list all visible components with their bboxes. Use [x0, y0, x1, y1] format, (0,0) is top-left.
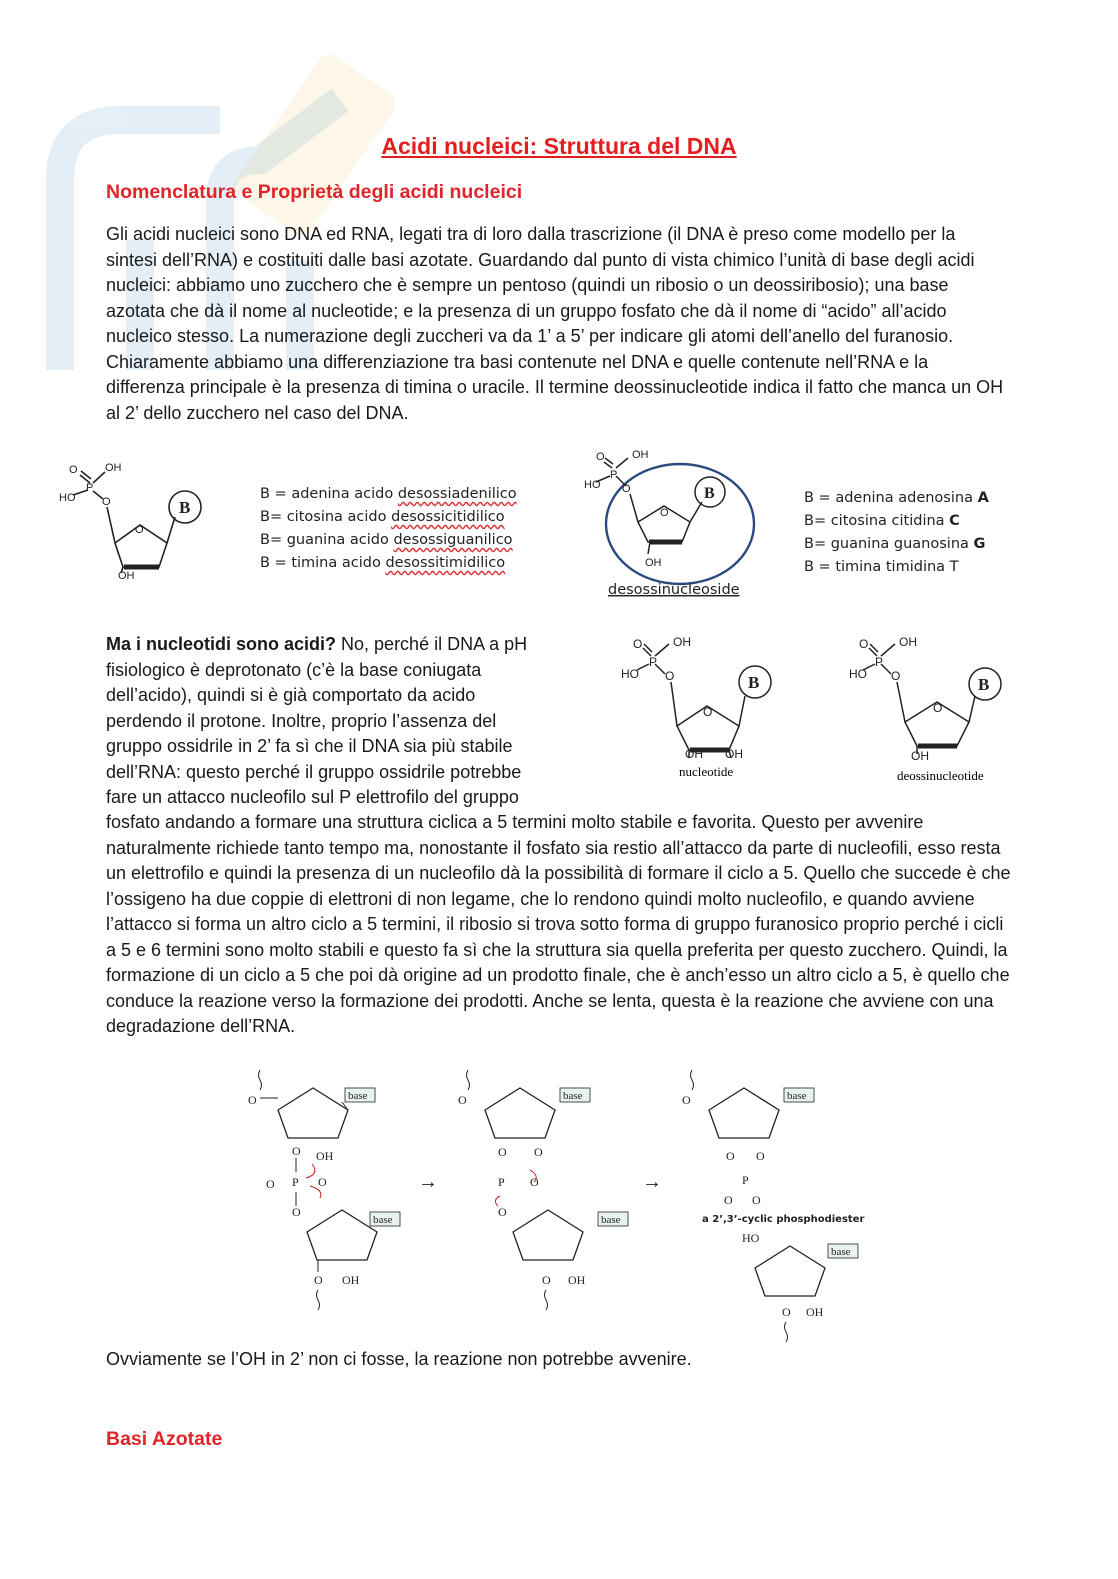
atom-label: O — [756, 1149, 765, 1163]
atom-label: OH — [105, 462, 122, 474]
list-item: B= guanina guanosina G — [804, 536, 986, 552]
atom-label: O — [633, 637, 643, 651]
atom-label: OH — [806, 1305, 824, 1319]
atom-label: P — [610, 469, 618, 481]
atom-label: HO — [742, 1231, 760, 1245]
atom-label: O — [682, 1093, 691, 1107]
atom-label: O — [498, 1145, 507, 1159]
atom-label: OH — [911, 749, 929, 763]
atom-label: P — [742, 1173, 749, 1187]
atom-label: O — [314, 1273, 323, 1287]
atom-label: O — [530, 1175, 539, 1189]
reaction-arrow: → — [418, 1171, 438, 1193]
base-label: base — [831, 1246, 851, 1258]
atom-label: O — [891, 669, 901, 683]
atom-label: OH — [342, 1273, 360, 1287]
atom-label: OH — [632, 449, 649, 461]
atom-label: OH — [118, 570, 135, 582]
list-item: B= citosina acido desossicitidilico — [260, 509, 505, 525]
section-heading-basi-azotate: Basi Azotate — [106, 1428, 223, 1450]
atom-label: P — [86, 482, 94, 494]
atom-label: O — [69, 464, 78, 476]
atom-label: O — [622, 483, 631, 495]
deoxynucleotide-caption: deossinucleotide — [897, 768, 984, 783]
base-letter: B — [978, 675, 990, 694]
atom-label: O — [782, 1305, 791, 1319]
atom-label: O — [724, 1193, 733, 1207]
cyclic-phosphodiester-label: a 2’,3’-cyclic phosphodiester — [702, 1214, 865, 1225]
atom-label: O — [596, 451, 605, 463]
atom-label: O — [248, 1093, 257, 1107]
page-title: Acidi nucleici: Struttura del DNA — [381, 133, 737, 159]
deoxynucleotide-structure — [845, 630, 1015, 790]
atom-label: P — [875, 655, 884, 669]
list-item: B = adenina adenosina A — [804, 490, 989, 506]
atom-label: O — [660, 507, 669, 519]
atom-label: O — [135, 524, 144, 536]
atom-label: O — [292, 1144, 301, 1158]
base-letter: B — [704, 485, 715, 502]
conclusion-line: Ovviamente se l’OH in 2’ non ci fosse, la reazione non potrebbe avvenire. — [106, 1349, 692, 1369]
list-item: B = timina acido desossitimidilico — [260, 555, 506, 571]
nucleoside-list — [804, 487, 989, 579]
deoxy-acid-list — [260, 483, 517, 575]
atom-label: OH — [568, 1273, 586, 1287]
list-item: B= citosina citidina C — [804, 513, 960, 529]
atom-label: O — [752, 1193, 761, 1207]
base-label: base — [601, 1214, 621, 1226]
atom-label: HO — [849, 667, 867, 681]
circle-caption: desossinucleoside — [608, 582, 740, 598]
nucleotide-structure-small — [55, 455, 215, 585]
atom-label: OH — [685, 747, 703, 761]
atom-label: HO — [621, 667, 639, 681]
reaction-arrow: → — [642, 1171, 662, 1193]
nucleotide-caption: nucleotide — [679, 764, 734, 779]
atom-label: OH — [316, 1149, 334, 1163]
atom-label: OH — [645, 557, 662, 569]
atom-label: P — [649, 655, 658, 669]
base-label: base — [787, 1090, 807, 1102]
base-letter: B — [179, 498, 191, 517]
deoxynucleoside-structure — [580, 446, 770, 601]
base-label: base — [563, 1090, 583, 1102]
atom-label: OH — [673, 635, 691, 649]
atom-label: O — [458, 1093, 467, 1107]
atom-label: P — [292, 1175, 299, 1189]
atom-label: O — [498, 1205, 507, 1219]
atom-label: O — [102, 496, 111, 508]
atom-label: O — [665, 669, 675, 683]
acid-question-paragraph: Ma i nucleotidi sono acidi? No, perché il DNA a pH fisiologico è deprotonato (c’è la base coniugata dell’acido), quindi si è già comportato da acido perdendo il protone. Inoltre, proprio l’assenza del gruppo ossidrile in 2’ fa sì che il DNA sia più stabile dell’RNA: questo perché il gruppo ossidrile potrebbe fare un attacco nucleofilo sul P elettrofilo del gruppo — [106, 634, 528, 807]
list-item: B = adenina acido desossiadenilico — [260, 486, 517, 502]
intro-paragraph: Gli acidi nucleici sono DNA ed RNA, legati tra di loro dalla trascrizione (il DNA è preso come modello per la sintesi dell’RNA) e costituiti dalle basi azotate. Guardando dal punto di vista chimico l’unità di base degli acidi nucleici: abbiamo uno zucchero che è sempre un pentoso (quindi un ribosio o un deossiribosio); una base azotata che dà il nome al nucleotide; e la presenza di un gruppo fosfato che dà il nome di “acido” all’acido nucleico stesso. La numerazione degli zuccheri va da 1’ a 5’ per indicare gli atomi dell’anello del furanosio. Chiaramente abbiamo una differenziazione tra basi contenute nel DNA e quelle contenute nell’RNA e la differenza principale è la presenza di timina o uracile. Il termine deossinucleotide indica il fatto che manca un OH al 2’ dello zucchero nel caso del DNA. — [106, 224, 1004, 423]
list-item: B = timina timidina T — [804, 559, 959, 575]
atom-label: O — [726, 1149, 735, 1163]
ribonucleotide-structure — [615, 630, 790, 785]
atom-label: O — [318, 1175, 327, 1189]
base-letter: B — [748, 673, 760, 692]
section-heading-nomenclatura: Nomenclatura e Proprietà degli acidi nucleici — [106, 181, 523, 203]
atom-label: O — [859, 637, 869, 651]
rna-cyclization-reaction-scheme — [230, 1060, 890, 1345]
list-item: B= guanina acido desossiguanilico — [260, 532, 513, 548]
nucleophilic-attack-paragraph: fosfato andando a formare una struttura ciclica a 5 termini molto stabile e favorita. Questo per avvenire naturalmente richiede tanto tempo ma, nonostante il fosfato sia restio all’attacco da parte di nucleofili, esso resta un elettrofilo e quindi la presenza di un nucleofilo dà la possibilità di formare il ciclo a 5. Quello che succede è che l’ossigeno ha due coppie di elettroni di non legame, che lo rendono quindi molto nucleofilo, e quando avviene l’attacco si forma un altro ciclo a 5 termini, il ribosio si trova sotto forma di gruppo furanosico proprio perché i cicli a 5 e 6 termini sono molto stabili e questo fa sì che la struttura sia quella preferita per questo zucchero. Quindi, la formazione di un ciclo a 5 che poi dà origine ad un prodotto finale, che è anch’esso un altro ciclo a 5, è quello che conduce la reazione verso la formazione dei prodotti. Anche se lenta, questa è la reazione che avviene con una degradazione dell’RNA. — [106, 812, 1011, 1036]
atom-label: OH — [899, 635, 917, 649]
base-label: base — [373, 1214, 393, 1226]
base-label: base — [348, 1090, 368, 1102]
atom-label: O — [542, 1273, 551, 1287]
atom-label: HO — [59, 492, 76, 504]
atom-label: O — [703, 705, 713, 719]
atom-label: OH — [725, 747, 743, 761]
atom-label: O — [266, 1177, 275, 1191]
atom-label: HO — [584, 479, 601, 491]
atom-label: O — [933, 701, 943, 715]
atom-label: P — [498, 1175, 505, 1189]
atom-label: O — [292, 1205, 301, 1219]
atom-label: O — [534, 1145, 543, 1159]
